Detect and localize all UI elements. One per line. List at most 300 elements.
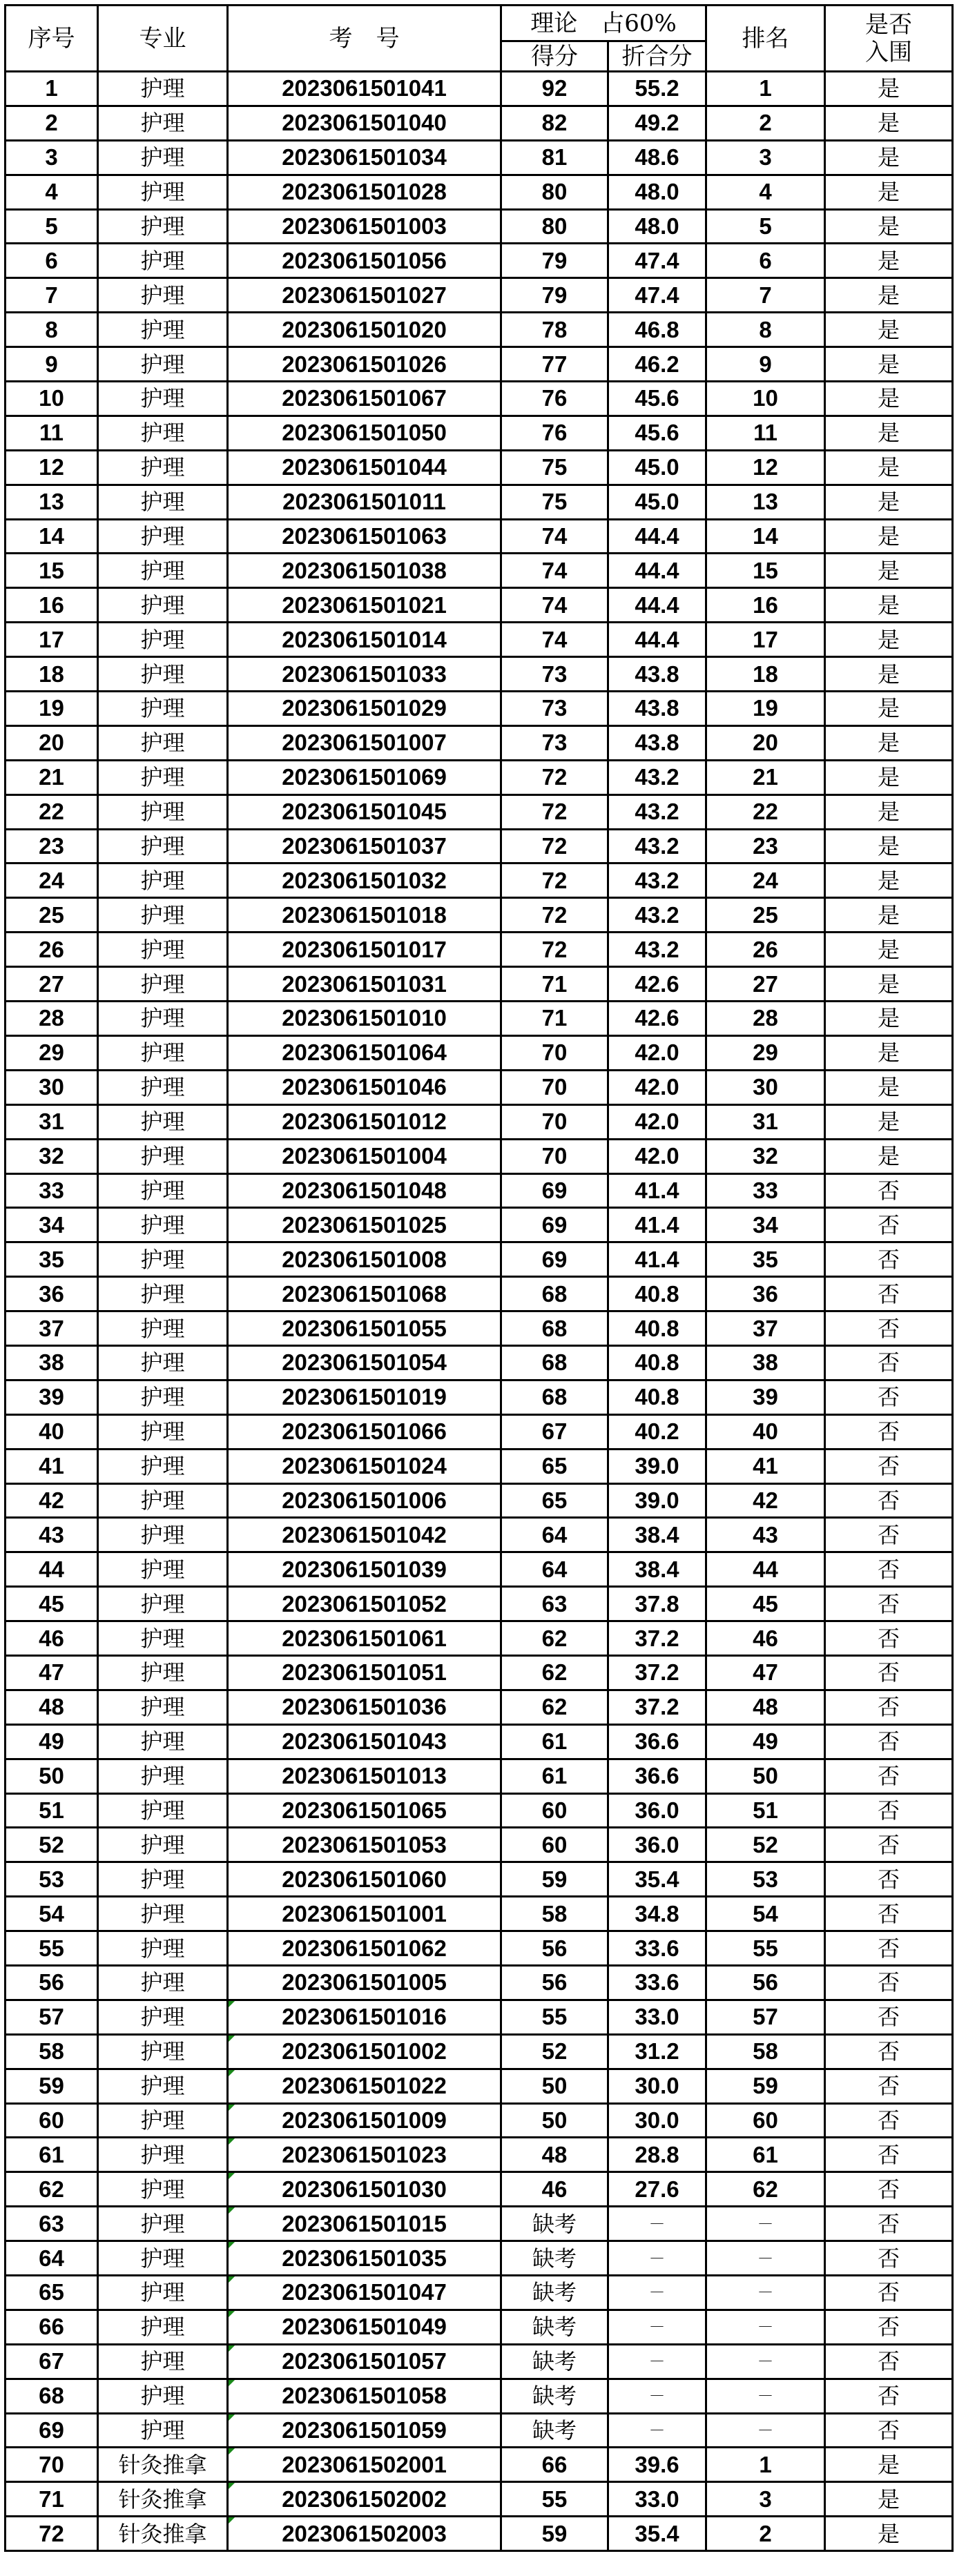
table-row: [6, 2276, 953, 2310]
cell-rank: 3: [706, 2482, 825, 2517]
table-row: [6, 1724, 953, 1759]
cell-major: 护理: [98, 1277, 228, 1311]
cell-score: 72: [501, 933, 608, 967]
cell-seq: 52: [6, 1828, 98, 1862]
cell-shortlisted: 是: [825, 416, 953, 450]
cell-shortlisted: 是: [825, 794, 953, 829]
cell-score: 50: [501, 2069, 608, 2103]
cell-score: 73: [501, 725, 608, 760]
cell-exam-no: 2023061501024: [228, 1449, 501, 1483]
cell-rank: 25: [706, 898, 825, 933]
cell-exam-no: 2023061501002: [228, 2034, 501, 2069]
cell-converted: 40.8: [608, 1380, 706, 1414]
cell-rank: 34: [706, 1208, 825, 1242]
cell-converted: 41.4: [608, 1208, 706, 1242]
cell-converted: 45.6: [608, 382, 706, 416]
cell-seq: 55: [6, 1931, 98, 1966]
cell-rank: 2: [706, 106, 825, 140]
table-row: [6, 1518, 953, 1552]
cell-exam-no: 2023061501013: [228, 1759, 501, 1793]
cell-score: 缺考: [501, 2379, 608, 2413]
cell-converted: 33.6: [608, 1931, 706, 1966]
cell-shortlisted: 是: [825, 623, 953, 657]
cell-major: 护理: [98, 1828, 228, 1862]
cell-score: 80: [501, 209, 608, 244]
table-row: [6, 2207, 953, 2241]
cell-rank: 21: [706, 760, 825, 794]
cell-major: 护理: [98, 2413, 228, 2448]
cell-rank: 41: [706, 1449, 825, 1483]
cell-rank: 44: [706, 1552, 825, 1587]
cell-shortlisted: 是: [825, 347, 953, 382]
cell-shortlisted: 否: [825, 2379, 953, 2413]
cell-seq: 68: [6, 2379, 98, 2413]
cell-rank: 62: [706, 2172, 825, 2207]
cell-exam-no: 2023061501045: [228, 794, 501, 829]
cell-shortlisted: 是: [825, 967, 953, 1002]
cell-converted: 35.4: [608, 1862, 706, 1897]
cell-exam-no: 2023061501028: [228, 175, 501, 209]
cell-major: 护理: [98, 1173, 228, 1208]
cell-exam-no: 2023061501010: [228, 1002, 501, 1036]
cell-score: 缺考: [501, 2241, 608, 2276]
cell-exam-no: 2023061501047: [228, 2276, 501, 2310]
table-row: [6, 2344, 953, 2379]
table-row: [6, 347, 953, 382]
cell-score: 72: [501, 794, 608, 829]
cell-major: 护理: [98, 2276, 228, 2310]
cell-seq: 20: [6, 725, 98, 760]
cell-exam-no: 2023061501048: [228, 1173, 501, 1208]
cell-seq: 39: [6, 1380, 98, 1414]
cell-exam-no: 2023061501035: [228, 2241, 501, 2276]
cell-exam-no: 2023061501026: [228, 347, 501, 382]
cell-exam-no: 2023061501063: [228, 519, 501, 554]
cell-score: 79: [501, 244, 608, 278]
cell-score: 68: [501, 1345, 608, 1380]
cell-shortlisted: 是: [825, 175, 953, 209]
cell-converted: 30.0: [608, 2103, 706, 2138]
cell-seq: 12: [6, 450, 98, 485]
cell-seq: 67: [6, 2344, 98, 2379]
cell-exam-no: 2023061501060: [228, 1862, 501, 1897]
cell-major: 护理: [98, 1449, 228, 1483]
cell-rank: 1: [706, 2448, 825, 2482]
cell-seq: 60: [6, 2103, 98, 2138]
cell-rank: 31: [706, 1104, 825, 1139]
cell-seq: 58: [6, 2034, 98, 2069]
cell-converted: 42.6: [608, 967, 706, 1002]
cell-rank: －: [706, 2379, 825, 2413]
cell-exam-no: 2023061501050: [228, 416, 501, 450]
cell-exam-no: 2023061501006: [228, 1483, 501, 1518]
cell-score: 58: [501, 1897, 608, 1931]
table-row: [6, 1965, 953, 2000]
table-row: [6, 725, 953, 760]
cell-shortlisted: 否: [825, 2276, 953, 2310]
cell-rank: 45: [706, 1587, 825, 1621]
table-row: [6, 1208, 953, 1242]
cell-seq: 71: [6, 2482, 98, 2517]
cell-exam-no: 2023061501062: [228, 1931, 501, 1966]
cell-shortlisted: 否: [825, 1414, 953, 1449]
table-row: [6, 554, 953, 588]
cell-rank: 18: [706, 657, 825, 692]
table-row: [6, 1104, 953, 1139]
cell-rank: 8: [706, 313, 825, 347]
cell-seq: 6: [6, 244, 98, 278]
cell-exam-no: 2023061501068: [228, 1277, 501, 1311]
cell-converted: 41.4: [608, 1173, 706, 1208]
cell-rank: 16: [706, 588, 825, 623]
table-row: [6, 2241, 953, 2276]
cell-converted: 39.6: [608, 2448, 706, 2482]
cell-exam-no: 2023061501009: [228, 2103, 501, 2138]
cell-rank: 27: [706, 967, 825, 1002]
table-row: [6, 2034, 953, 2069]
cell-exam-no: 2023061501057: [228, 2344, 501, 2379]
cell-major: 护理: [98, 657, 228, 692]
cell-score: 62: [501, 1621, 608, 1656]
cell-shortlisted: 否: [825, 2103, 953, 2138]
cell-seq: 25: [6, 898, 98, 933]
cell-score: 81: [501, 140, 608, 175]
cell-exam-no: 2023061501040: [228, 106, 501, 140]
cell-rank: 29: [706, 1035, 825, 1070]
table-row: [6, 1897, 953, 1931]
cell-exam-no: 2023061501008: [228, 1242, 501, 1277]
table-row: [6, 2448, 953, 2482]
cell-seq: 66: [6, 2310, 98, 2344]
cell-exam-no: 2023061501059: [228, 2413, 501, 2448]
cell-score: 72: [501, 760, 608, 794]
cell-seq: 34: [6, 1208, 98, 1242]
cell-seq: 47: [6, 1655, 98, 1690]
cell-major: 护理: [98, 898, 228, 933]
cell-seq: 28: [6, 1002, 98, 1036]
cell-score: 67: [501, 1414, 608, 1449]
cell-seq: 35: [6, 1242, 98, 1277]
cell-rank: 4: [706, 175, 825, 209]
cell-rank: 46: [706, 1621, 825, 1656]
cell-rank: 56: [706, 1965, 825, 2000]
cell-major: 护理: [98, 2138, 228, 2172]
cell-shortlisted: 是: [825, 657, 953, 692]
cell-converted: 31.2: [608, 2034, 706, 2069]
cell-converted: 47.4: [608, 244, 706, 278]
cell-converted: 55.2: [608, 72, 706, 106]
cell-score: 65: [501, 1449, 608, 1483]
cell-major: 护理: [98, 347, 228, 382]
cell-converted: 42.0: [608, 1104, 706, 1139]
table-row: [6, 450, 953, 485]
cell-shortlisted: 否: [825, 1828, 953, 1862]
cell-converted: 33.0: [608, 2000, 706, 2034]
cell-seq: 72: [6, 2517, 98, 2551]
cell-major: 护理: [98, 485, 228, 519]
cell-shortlisted: 否: [825, 1380, 953, 1414]
cell-major: 护理: [98, 623, 228, 657]
cell-major: 护理: [98, 1345, 228, 1380]
table-row: [6, 794, 953, 829]
table-row: [6, 1690, 953, 1724]
cell-seq: 45: [6, 1587, 98, 1621]
table-row: [6, 967, 953, 1002]
table-row: [6, 1345, 953, 1380]
cell-score: 68: [501, 1277, 608, 1311]
cell-score: 63: [501, 1587, 608, 1621]
cell-exam-no: 2023061501058: [228, 2379, 501, 2413]
cell-rank: 52: [706, 1828, 825, 1862]
cell-score: 61: [501, 1724, 608, 1759]
cell-exam-no: 2023061501022: [228, 2069, 501, 2103]
cell-converted: 43.2: [608, 863, 706, 898]
cell-score: 69: [501, 1242, 608, 1277]
cell-exam-no: 2023061501015: [228, 2207, 501, 2241]
cell-converted: －: [608, 2310, 706, 2344]
cell-score: 70: [501, 1104, 608, 1139]
table-row: [6, 1621, 953, 1656]
cell-exam-no: 2023061501051: [228, 1655, 501, 1690]
cell-shortlisted: 否: [825, 2138, 953, 2172]
cell-converted: 42.0: [608, 1139, 706, 1173]
cell-exam-no: 2023061501032: [228, 863, 501, 898]
cell-major: 护理: [98, 2000, 228, 2034]
cell-rank: －: [706, 2207, 825, 2241]
cell-converted: 48.0: [608, 209, 706, 244]
cell-shortlisted: 是: [825, 485, 953, 519]
cell-shortlisted: 是: [825, 244, 953, 278]
cell-seq: 19: [6, 692, 98, 726]
cell-exam-no: 2023061501056: [228, 244, 501, 278]
cell-rank: 20: [706, 725, 825, 760]
cell-exam-no: 2023061501039: [228, 1552, 501, 1587]
cell-exam-no: 2023061501054: [228, 1345, 501, 1380]
cell-score: 59: [501, 2517, 608, 2551]
cell-score: 92: [501, 72, 608, 106]
cell-converted: 45.6: [608, 416, 706, 450]
cell-rank: 43: [706, 1518, 825, 1552]
cell-seq: 29: [6, 1035, 98, 1070]
cell-exam-no: 2023061502001: [228, 2448, 501, 2482]
table-row: [6, 1759, 953, 1793]
table-row: [6, 209, 953, 244]
cell-converted: 37.2: [608, 1690, 706, 1724]
cell-exam-no: 2023061501030: [228, 2172, 501, 2207]
cell-seq: 56: [6, 1965, 98, 2000]
cell-seq: 1: [6, 72, 98, 106]
table-row: [6, 1002, 953, 1036]
cell-exam-no: 2023061501021: [228, 588, 501, 623]
cell-converted: 38.4: [608, 1518, 706, 1552]
cell-exam-no: 2023061501042: [228, 1518, 501, 1552]
cell-exam-no: 2023061502002: [228, 2482, 501, 2517]
col-header-converted: 折合分: [608, 41, 706, 72]
table-row: [6, 692, 953, 726]
cell-major: 护理: [98, 933, 228, 967]
cell-rank: 30: [706, 1070, 825, 1104]
cell-exam-no: 2023061501001: [228, 1897, 501, 1931]
cell-major: 护理: [98, 1690, 228, 1724]
cell-converted: －: [608, 2207, 706, 2241]
cell-score: 64: [501, 1552, 608, 1587]
cell-shortlisted: 是: [825, 725, 953, 760]
cell-shortlisted: 否: [825, 1655, 953, 1690]
table-row: [6, 175, 953, 209]
cell-rank: 51: [706, 1793, 825, 1828]
cell-score: 73: [501, 657, 608, 692]
table-row: [6, 2000, 953, 2034]
cell-seq: 33: [6, 1173, 98, 1208]
table-row: [6, 933, 953, 967]
cell-major: 护理: [98, 1414, 228, 1449]
cell-rank: 55: [706, 1931, 825, 1966]
cell-seq: 18: [6, 657, 98, 692]
cell-major: 护理: [98, 1862, 228, 1897]
cell-converted: 43.2: [608, 933, 706, 967]
table-row: [6, 588, 953, 623]
cell-rank: 26: [706, 933, 825, 967]
cell-seq: 53: [6, 1862, 98, 1897]
cell-exam-no: 2023061501020: [228, 313, 501, 347]
cell-seq: 42: [6, 1483, 98, 1518]
table-row: [6, 106, 953, 140]
cell-major: 护理: [98, 416, 228, 450]
table-row: [6, 657, 953, 692]
cell-seq: 10: [6, 382, 98, 416]
cell-exam-no: 2023061501004: [228, 1139, 501, 1173]
cell-shortlisted: 否: [825, 2069, 953, 2103]
cell-rank: －: [706, 2310, 825, 2344]
cell-converted: 43.2: [608, 794, 706, 829]
cell-rank: －: [706, 2413, 825, 2448]
cell-major: 护理: [98, 106, 228, 140]
cell-major: 护理: [98, 1002, 228, 1036]
cell-shortlisted: 否: [825, 1552, 953, 1587]
cell-rank: 15: [706, 554, 825, 588]
cell-converted: 33.0: [608, 2482, 706, 2517]
cell-major: 护理: [98, 1380, 228, 1414]
cell-shortlisted: 否: [825, 2310, 953, 2344]
cell-major: 护理: [98, 1931, 228, 1966]
cell-exam-no: 2023061501037: [228, 829, 501, 863]
cell-major: 护理: [98, 278, 228, 313]
cell-seq: 38: [6, 1345, 98, 1380]
cell-seq: 41: [6, 1449, 98, 1483]
cell-rank: 49: [706, 1724, 825, 1759]
cell-seq: 3: [6, 140, 98, 175]
cell-converted: 44.4: [608, 588, 706, 623]
cell-major: 护理: [98, 1552, 228, 1587]
table-row: [6, 1173, 953, 1208]
cell-score: 78: [501, 313, 608, 347]
table-row: [6, 1931, 953, 1966]
cell-major: 护理: [98, 1621, 228, 1656]
cell-converted: 42.6: [608, 1002, 706, 1036]
cell-seq: 9: [6, 347, 98, 382]
table-row: [6, 72, 953, 106]
cell-score: 71: [501, 1002, 608, 1036]
cell-seq: 48: [6, 1690, 98, 1724]
cell-seq: 7: [6, 278, 98, 313]
cell-rank: 17: [706, 623, 825, 657]
cell-converted: 28.8: [608, 2138, 706, 2172]
cell-converted: 36.0: [608, 1828, 706, 1862]
cell-shortlisted: 否: [825, 2344, 953, 2379]
cell-seq: 50: [6, 1759, 98, 1793]
cell-score: 75: [501, 485, 608, 519]
cell-seq: 54: [6, 1897, 98, 1931]
cell-rank: 1: [706, 72, 825, 106]
cell-shortlisted: 是: [825, 106, 953, 140]
cell-converted: 48.6: [608, 140, 706, 175]
cell-rank: 13: [706, 485, 825, 519]
cell-seq: 32: [6, 1139, 98, 1173]
cell-converted: 37.2: [608, 1621, 706, 1656]
cell-exam-no: 2023061501053: [228, 1828, 501, 1862]
cell-major: 护理: [98, 967, 228, 1002]
cell-shortlisted: 否: [825, 1277, 953, 1311]
table-row: [6, 1552, 953, 1587]
cell-exam-no: 2023061501066: [228, 1414, 501, 1449]
cell-converted: 38.4: [608, 1552, 706, 1587]
cell-rank: 48: [706, 1690, 825, 1724]
cell-shortlisted: 是: [825, 588, 953, 623]
cell-converted: 43.2: [608, 760, 706, 794]
cell-converted: 41.4: [608, 1242, 706, 1277]
cell-major: 护理: [98, 2069, 228, 2103]
cell-rank: 40: [706, 1414, 825, 1449]
cell-rank: 5: [706, 209, 825, 244]
cell-exam-no: 2023061501036: [228, 1690, 501, 1724]
cell-score: 68: [501, 1311, 608, 1346]
cell-shortlisted: 否: [825, 1242, 953, 1277]
cell-rank: 33: [706, 1173, 825, 1208]
cell-score: 62: [501, 1690, 608, 1724]
cell-major: 护理: [98, 1587, 228, 1621]
cell-rank: 23: [706, 829, 825, 863]
cell-converted: 30.0: [608, 2069, 706, 2103]
cell-score: 69: [501, 1208, 608, 1242]
cell-shortlisted: 否: [825, 1621, 953, 1656]
table-row: [6, 140, 953, 175]
cell-exam-no: 2023061501052: [228, 1587, 501, 1621]
cell-score: 55: [501, 2482, 608, 2517]
cell-converted: 37.8: [608, 1587, 706, 1621]
cell-shortlisted: 否: [825, 1690, 953, 1724]
table-row: [6, 1311, 953, 1346]
cell-seq: 49: [6, 1724, 98, 1759]
cell-shortlisted: 否: [825, 1897, 953, 1931]
cell-shortlisted: 否: [825, 2034, 953, 2069]
cell-converted: 46.2: [608, 347, 706, 382]
cell-shortlisted: 是: [825, 554, 953, 588]
cell-score: 68: [501, 1380, 608, 1414]
cell-rank: 6: [706, 244, 825, 278]
cell-score: 48: [501, 2138, 608, 2172]
cell-major: 护理: [98, 2310, 228, 2344]
cell-seq: 27: [6, 967, 98, 1002]
cell-shortlisted: 是: [825, 1139, 953, 1173]
cell-shortlisted: 否: [825, 1931, 953, 1966]
cell-seq: 21: [6, 760, 98, 794]
cell-converted: 46.8: [608, 313, 706, 347]
table-row: [6, 1380, 953, 1414]
cell-score: 46: [501, 2172, 608, 2207]
table-row: [6, 244, 953, 278]
cell-rank: 39: [706, 1380, 825, 1414]
table-row: [6, 1483, 953, 1518]
